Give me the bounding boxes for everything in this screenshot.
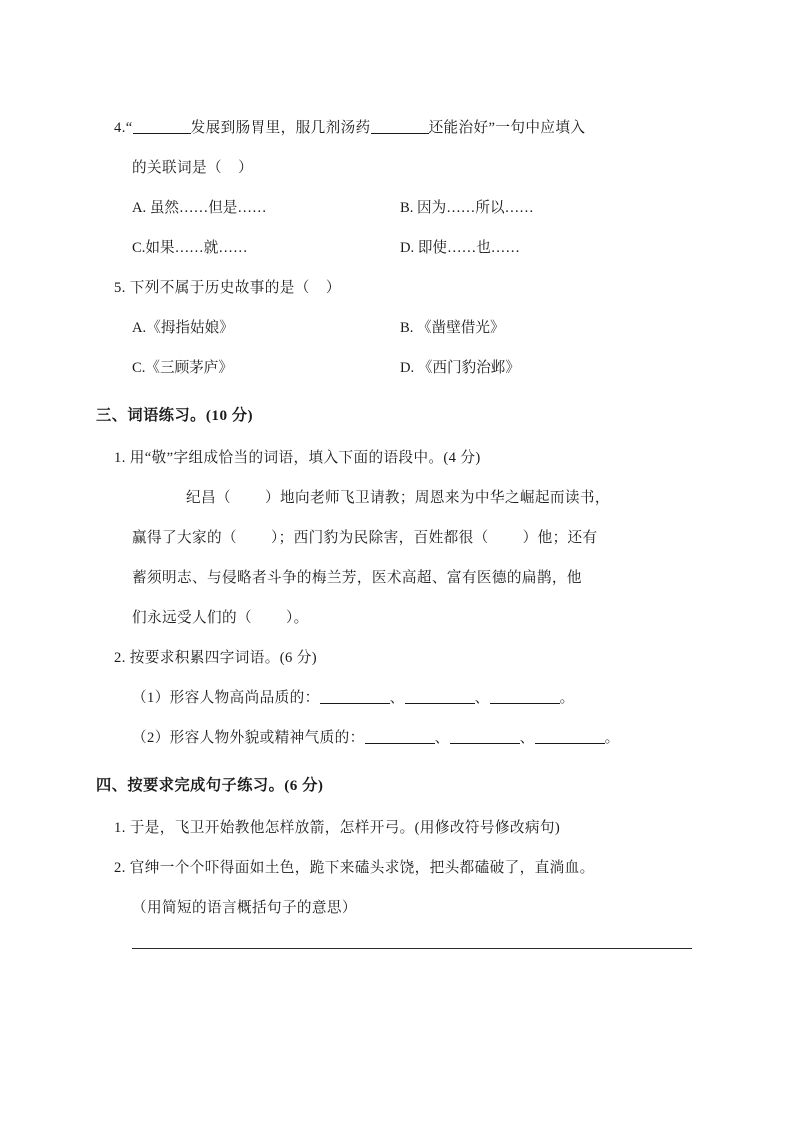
question-4-option-a[interactable]: A. 虽然……但是……	[132, 200, 267, 216]
question-4-options-row-2	[96, 228, 706, 268]
worksheet-content	[96, 108, 706, 949]
q4-stem-part2: 发展到肠胃里，服几剂汤药	[190, 120, 371, 136]
section-4-title: 四、按要求完成句子练习。(6 分)	[96, 777, 324, 794]
question-4-stem-line2: 的关联词是（ ）	[132, 160, 254, 176]
section-3-passage-line-2	[96, 518, 706, 558]
q2-item2-post: 。	[604, 730, 620, 746]
question-4-option-b[interactable]: B. 因为……所以……	[400, 200, 534, 216]
section-4-question-1: 1. 于是，飞卫开始教他怎样放箭，怎样开弓。(用修改符号修改病句)	[114, 820, 561, 836]
passage-1-post: ）地向老师飞卫请教；周恩来为中华之崛起而读书，	[264, 490, 610, 506]
question-5-option-c[interactable]: C.《三顾茅庐》	[132, 360, 233, 376]
answer-write-line[interactable]	[132, 948, 692, 949]
question-5-options-row-2	[96, 348, 706, 388]
q2-item1-blank-1[interactable]	[320, 689, 390, 704]
section-4-question-2-line-1: 2. 官绅一个个吓得面如土色，跪下来磕头求饶，把头都磕破了，直淌血。	[114, 860, 595, 876]
section-3-passage-line-3: 蓄须明志、与侵略者斗争的梅兰芳，医术高超、富有医德的扁鹊，他	[132, 570, 582, 586]
question-4-option-d[interactable]: D. 即使……也……	[400, 240, 520, 256]
passage-1-pre: 纪昌（	[186, 490, 231, 506]
question-4-options-row-1	[96, 188, 706, 228]
question-5-stem: 5. 下列不属于历史故事的是（ ）	[114, 280, 341, 296]
q2-item1-sep-2: 、	[474, 690, 490, 706]
q4-stem-part1: 4.“	[114, 120, 133, 136]
q2-item1-post: 。	[559, 690, 575, 706]
q2-item1-sep-1: 、	[389, 690, 405, 706]
section-3-question-2-stem: 2. 按要求积累四字词语。(6 分)	[114, 650, 317, 666]
section-3-question-2-item-1	[96, 678, 706, 718]
q4-blank-1[interactable]	[133, 119, 191, 134]
q2-item1-blank-3[interactable]	[490, 689, 560, 704]
q2-item2-blank-2[interactable]	[450, 729, 520, 744]
passage-2-post: ）他；还有	[522, 530, 598, 546]
question-5-option-a[interactable]: A.《拇指姑娘》	[132, 320, 234, 336]
q2-item2-blank-1[interactable]	[365, 729, 435, 744]
passage-2-mid: ）；西门豹为民除害，百姓都很（	[270, 530, 489, 546]
section-3-title: 三、词语练习。(10 分)	[96, 407, 254, 424]
section-3-passage-line-1	[96, 478, 706, 518]
passage-4-post: ）。	[285, 610, 309, 626]
question-4-option-c[interactable]: C.如果……就……	[132, 240, 248, 256]
passage-2-pre: 赢得了大家的（	[132, 530, 237, 546]
question-5-option-b[interactable]: B. 《凿壁借光》	[400, 320, 505, 336]
q2-item2-blank-3[interactable]	[535, 729, 605, 744]
q2-item2-sep-2: 、	[519, 730, 535, 746]
passage-4-pre: 们永远受人们的（	[132, 610, 252, 626]
q2-item1-pre: （1）形容人物高尚品质的：	[132, 690, 320, 706]
question-4-stem	[96, 108, 706, 148]
q4-blank-2[interactable]	[371, 119, 429, 134]
section-3-question-2-item-2	[96, 718, 706, 758]
q2-item2-pre: （2）形容人物外貌或精神气质的：	[132, 730, 365, 746]
q2-item1-blank-2[interactable]	[405, 689, 475, 704]
section-4-question-2-line-2: （用简短的语言概括句子的意思）	[132, 900, 357, 916]
q2-item2-sep-1: 、	[434, 730, 450, 746]
section-3-passage-line-4	[96, 598, 706, 638]
question-5-options-row-1	[96, 308, 706, 348]
question-5-option-d[interactable]: D. 《西门豹治邺》	[400, 360, 520, 376]
section-3-question-1-stem: 1. 用“敬”字组成恰当的词语，填入下面的语段中。(4 分)	[114, 450, 481, 466]
q4-stem-part3: 还能治好”一句中应填入	[428, 120, 586, 136]
